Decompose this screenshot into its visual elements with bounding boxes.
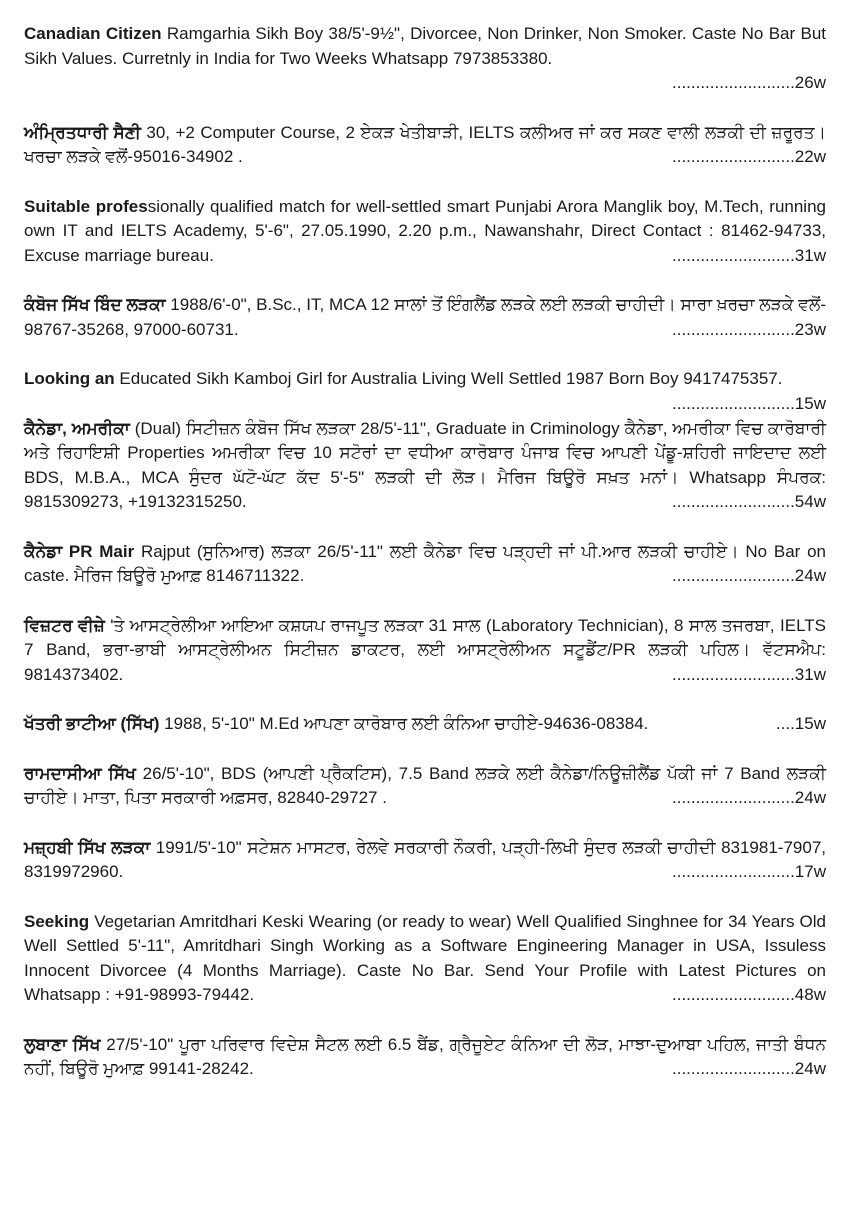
ad-body: 27/5'-10" ਪੂਰਾ ਪਰਿਵਾਰ ਵਿਦੇਸ਼ ਸੈਟਲ ਲਈ 6.5 ਬੈਂਡ, ਗ੍ਰੈਜੂਏਟ ਕੰਨਿਆ ਦੀ ਲੋੜ, ਮਾਝਾ-ਦੁਆਬਾ ਪਹਿਲ, ਜਾਤੀ ਬੰਧਨ ਨਹੀਂ, ਬਿਊਰੋ ਮੁਆਫ਼ 99141-28242. xyxy=(24,1034,826,1078)
ad-heading: ਮਜ਼੍ਹਬੀ ਸਿੱਖ ਲੜਕਾ xyxy=(24,837,151,857)
ad-body: 1991/5'-10" ਸਟੇਸ਼ਨ ਮਾਸਟਰ, ਰੇਲਵੇ ਸਰਕਾਰੀ ਨੌਕਰੀ, ਪੜ੍ਹੀ-ਲਿਖੀ ਸੁੰਦਰ ਲੜਕੀ ਚਾਹੀਦੀ 831981-7907, 8319972960. xyxy=(24,837,826,881)
ad-word-count: ..........................31w xyxy=(672,664,826,684)
ad-word-count: ..........................22w xyxy=(672,147,826,166)
ad-heading: ਲੁਬਾਣਾ ਸਿੱਖ xyxy=(24,1034,101,1054)
ad-body: 30, +2 Computer Course, 2 ਏਕੜ ਖੇਤੀਬਾੜੀ, IELTS ਕਲੀਅਰ ਜਾਂ ਕਰ ਸਕਣ ਵਾਲੀ ਲੜਕੀ ਦੀ ਜ਼ਰੂਰਤ। ਖਰਚਾ ਲੜਕੇ ਵਲੋਂ-95016-34902 . xyxy=(24,122,826,166)
ad-body: (Dual) ਸਿਟੀਜ਼ਨ ਕੰਬੋਜ ਸਿੱਖ ਲੜਕਾ 28/5'-11", Graduate in Criminology ਕੈਨੇਡਾ, ਅਮਰੀਕਾ ਵਿਚ ਕਾਰੋਬਾਰੀ ਅਤੇ ਰਿਹਾਇਸ਼ੀ Properties ਅਮਰੀਕਾ ਵਿਚ 10 ਸਟੋਰਾਂ ਦਾ ਵਧੀਆ ਕਾਰੋਬਾਰ ਪੰਜਾਬ ਵਿਚ ਆਪਣੀ ਪੇਂਡੂ-ਸ਼ਹਿਰੀ ਜਾਇਦਾਦ ਲਈ BDS, M.B.A., MCA ਸੁੰਦਰ ਘੱਟੋ-ਘੱਟ ਕੱਦ 5'-5" ਲੜਕੀ ਦੀ ਲੋੜ। ਮੈਰਿਜ ਬਿਊਰੋ ਸਖ਼ਤ ਮਨਾਂ। Whatsapp ਸੰਪਰਕ: 9815309273, +19132315250. xyxy=(24,418,827,511)
ad-canada-pr-mair xyxy=(24,540,826,589)
ad-text xyxy=(24,712,826,737)
ad-word-count: ..........................23w xyxy=(672,319,826,339)
ad-heading: ਕੈਨੇਡਾ, ਅਮਰੀਕਾ xyxy=(24,418,130,438)
ad-text xyxy=(24,367,826,413)
ad-heading: Suitable profes xyxy=(24,196,148,216)
ad-khatri-bhatia xyxy=(24,712,826,737)
ad-canada-america xyxy=(24,417,826,515)
ad-body: 1988, 5'-10" M.Ed ਆਪਣਾ ਕਾਰੋਬਾਰ ਲਈ ਕੰਨਿਆ ਚਾਹੀਏ-94636-08384. xyxy=(159,714,649,733)
ad-word-count: ..........................48w xyxy=(672,985,826,1004)
ad-body: Vegetarian Amritdhari Keski Wearing (or ready to wear) Well Qualified Singhnee for 34 Years Old Well Settled 5'-11", Amritdhari Singh Working as a Software Engineering Manager in USA, Issuless Innocent Divorcee (4 Months Marriage). Caste No Bar. Send Your Profile with Latest Pictures on Whatsapp : +91-98993-79442. xyxy=(24,911,826,1004)
ad-amritdhari-saini xyxy=(24,121,826,170)
ad-text xyxy=(24,1033,826,1082)
ad-heading: ਖੱਤਰੀ ਭਾਟੀਆ (ਸਿੱਖ) xyxy=(24,714,160,733)
ad-suitable-professional xyxy=(24,195,826,269)
ad-heading: Looking an xyxy=(24,369,115,388)
ad-ramdasia-sikh xyxy=(24,762,826,811)
ad-canadian-citizen xyxy=(24,22,826,96)
ad-body: 1988/6'-0", B.Sc., IT, MCA 12 ਸਾਲਾਂ ਤੋਂ ਇੰਗਲੈਂਡ ਲੜਕੇ ਲਈ ਲੜਕੀ ਚਾਹੀਦੀ। ਸਾਰਾ ਖ਼ਰਚਾ ਲੜਕੇ ਵਲੋਂ- 98767-35268, 97000-60731. xyxy=(24,295,826,339)
ad-word-count: ..........................31w xyxy=(672,245,826,265)
ad-heading: ਵਿਜ਼ਟਰ ਵੀਜ਼ੇ xyxy=(24,615,105,635)
ad-text xyxy=(24,614,826,688)
ad-body: Rajput (ਸੁਨਿਆਰ) ਲੜਕਾ 26/5'-11" ਲਈ ਕੈਨੇਡਾ ਵਿਚ ਪੜ੍ਹਦੀ ਜਾਂ ਪੀ.ਆਰ ਲੜਕੀ ਚਾਹੀਏ। No Bar on caste. ਮੈਰਿਜ ਬਿਊਰੋ ਮੁਆਫ਼ 8146711322. xyxy=(24,541,826,585)
ad-heading: ਅੰਮ੍ਰਿਤਧਾਰੀ ਸੈਣੀ xyxy=(24,122,141,142)
ad-looking-an xyxy=(24,367,826,413)
ad-heading: ਕੈਨੇਡਾ PR Mair xyxy=(24,541,135,561)
ad-body: 'ਤੇ ਆਸਟ੍ਰੇਲੀਆ ਆਇਆ ਕਸ਼ਯਪ ਰਾਜਪੂਤ ਲੜਕਾ 31 ਸਾਲ (Laboratory Technician), 8 ਸਾਲ ਤਜਰਬਾ, IELTS 7 Band, ਭਰਾ-ਭਾਬੀ ਆਸਟ੍ਰੇਲੀਅਨ ਸਿਟੀਜ਼ਨ ਡਾਕਟਰ, ਲਈ ਆਸਟ੍ਰੇਲੀਅਨ ਸਟੂਡੈਂਟ/PR ਲੜਕੀ ਪਹਿਲ। ਵੱਟਸਐਪ: 9814373402. xyxy=(24,615,826,684)
ad-mazhabi-sikh xyxy=(24,836,826,885)
ad-text xyxy=(24,293,826,342)
ad-text xyxy=(24,540,826,589)
ad-visitor-visa xyxy=(24,614,826,688)
ad-lubana-sikh xyxy=(24,1033,826,1082)
ad-text xyxy=(24,910,826,1008)
ad-text xyxy=(24,195,826,269)
ad-heading: ਕੰਬੋਜ ਸਿੱਖ ਬਿੰਦ ਲੜਕਾ xyxy=(24,295,166,314)
ad-word-count: ..........................54w xyxy=(672,492,826,511)
ad-word-count: ..........................26w xyxy=(672,73,826,92)
ad-word-count: ..........................17w xyxy=(672,862,826,881)
ad-text xyxy=(24,417,826,515)
ad-seeking xyxy=(24,910,826,1008)
ad-word-count: ..........................24w xyxy=(672,788,826,807)
ad-body: Ramgarhia Sikh Boy 38/5'-9½", Divorcee, Non Drinker, Non Smoker. Caste No Bar But Sikh Values. Curretnly in India for Two Weeks Whatsapp 7973853380. xyxy=(24,24,826,68)
ad-text xyxy=(24,121,826,170)
ad-kamboj-sikh xyxy=(24,293,826,342)
ad-body: Educated Sikh Kamboj Girl for Australia Living Well Settled 1987 Born Boy 9417475357. xyxy=(114,369,783,388)
ad-heading: Canadian Citizen xyxy=(24,24,162,43)
ad-body: 26/5'-10", BDS (ਆਪਣੀ ਪ੍ਰੈਕਟਿਸ), 7.5 Band ਲੜਕੇ ਲਈ ਕੈਨੇਡਾ/ਨਿਊਜ਼ੀਲੈਂਡ ਪੱਕੀ ਜਾਂ 7 Band ਲੜਕੀ ਚਾਹੀਏ। ਮਾਤਾ, ਪਿਤਾ ਸਰਕਾਰੀ ਅਫ਼ਸਰ, 82840-29727 . xyxy=(24,763,826,807)
ad-word-count: ..........................15w xyxy=(672,393,826,413)
ad-word-count: ..........................24w xyxy=(672,1059,826,1078)
ad-body: sionally qualified match for well-settled smart Punjabi Arora Manglik boy, M.Tech, running own IT and IELTS Academy, 5'-6", 27.05.1990, 2.20 p.m., Nawanshahr, Direct Contact : 81462-94733, Excuse marriage bureau. xyxy=(24,196,826,265)
ad-text xyxy=(24,836,826,885)
ad-text xyxy=(24,762,826,811)
ad-heading: Seeking xyxy=(24,911,90,931)
ad-word-count: ....15w xyxy=(775,714,826,733)
ad-word-count: ..........................24w xyxy=(672,566,826,585)
ad-heading: ਰਾਮਦਾਸੀਆ ਸਿੱਖ xyxy=(24,763,136,783)
ad-text xyxy=(24,22,826,71)
